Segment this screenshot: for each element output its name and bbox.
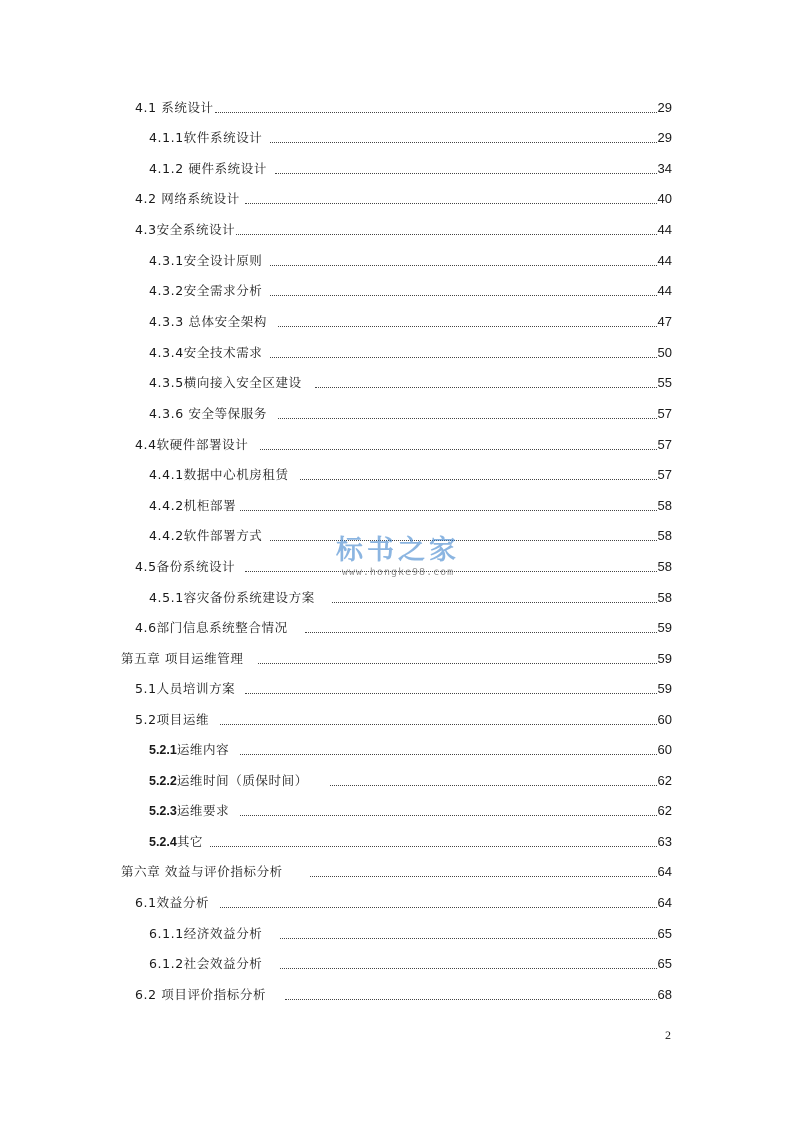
toc-entry[interactable] (0, 893, 793, 913)
toc-entry-page: 62 (657, 801, 672, 821)
page-number: 2 (665, 1028, 671, 1042)
toc-entry-number: 5.2.1 (149, 743, 177, 757)
toc-entry[interactable] (0, 312, 793, 332)
toc-entry-title: 5.1人员培训方案 (135, 679, 236, 699)
dot-leader (235, 215, 671, 235)
dot-leader (245, 674, 671, 694)
dot-leader (305, 613, 671, 633)
toc-entry-page: 40 (657, 189, 672, 209)
toc-entry-title (149, 801, 230, 821)
toc-entry[interactable] (0, 189, 793, 209)
dot-leader (240, 796, 671, 816)
toc-entry[interactable] (0, 771, 793, 791)
toc-entry-page: 60 (657, 740, 672, 760)
toc-entry[interactable] (0, 679, 793, 699)
toc-entry-page: 68 (657, 985, 672, 1005)
toc-entry[interactable] (0, 220, 793, 240)
toc-entry-title: 4.1.1软件系统设计 (149, 128, 263, 148)
toc-entry-page: 44 (657, 281, 672, 301)
toc-entry-title: 4.3安全系统设计 (135, 220, 236, 240)
toc-entry-title: 6.2 项目评价指标分析 (135, 985, 267, 1005)
toc-entry-page: 58 (657, 496, 672, 516)
toc-entry-page: 58 (657, 557, 672, 577)
toc-entry[interactable] (0, 128, 793, 148)
toc-entry-page: 50 (657, 343, 672, 363)
toc-entry-title: 6.1.1经济效益分析 (149, 924, 263, 944)
dot-leader (260, 430, 671, 450)
dot-leader (315, 368, 671, 388)
toc-entry[interactable] (0, 832, 793, 852)
toc-entry-page: 29 (657, 98, 672, 118)
watermark-url: www.hongke98.com (341, 567, 455, 578)
toc-entry-page: 57 (657, 435, 672, 455)
toc-entry-title: 6.1.2社会效益分析 (149, 954, 263, 974)
toc-entry-title: 4.4.2机柜部署 (149, 496, 237, 516)
toc-entry[interactable] (0, 710, 793, 730)
toc-entry-page: 59 (657, 649, 672, 669)
dot-leader (275, 154, 671, 174)
toc-entry[interactable] (0, 465, 793, 485)
watermark (318, 536, 478, 578)
toc-entry[interactable] (0, 924, 793, 944)
toc-entry-title: 5.2项目运维 (135, 710, 210, 730)
toc-entry[interactable] (0, 740, 793, 760)
dot-leader (280, 949, 671, 969)
toc-entry-page: 29 (657, 128, 672, 148)
toc-entry[interactable] (0, 404, 793, 424)
toc-entry-page: 65 (657, 924, 672, 944)
dot-leader (220, 888, 671, 908)
toc-entry-page: 62 (657, 771, 672, 791)
toc-entry[interactable] (0, 281, 793, 301)
dot-leader (330, 766, 671, 786)
dot-leader (258, 644, 671, 664)
toc-entry-page: 57 (657, 465, 672, 485)
toc-entry[interactable] (0, 159, 793, 179)
toc-entry-title: 4.4.2软件部署方式 (149, 526, 263, 546)
toc-entry-page: 60 (657, 710, 672, 730)
dot-leader (270, 338, 671, 358)
toc-entry-page: 59 (657, 679, 672, 699)
dot-leader (210, 827, 671, 847)
toc-entry-number: 5.2.4 (149, 835, 177, 849)
toc-entry-page: 44 (657, 251, 672, 271)
toc-entry[interactable] (0, 588, 793, 608)
toc-entry-page: 65 (657, 954, 672, 974)
toc-entry-label: 其它 (176, 834, 204, 849)
toc-entry-page: 57 (657, 404, 672, 424)
toc-entry-page: 47 (657, 312, 672, 332)
toc-entry-title: 4.4软硬件部署设计 (135, 435, 249, 455)
toc-entry[interactable] (0, 862, 793, 882)
dot-leader (270, 246, 671, 266)
toc-entry[interactable] (0, 373, 793, 393)
dot-leader (300, 460, 671, 480)
toc-entry-title: 第六章 效益与评价指标分析 (121, 862, 284, 882)
toc-entry[interactable] (0, 985, 793, 1005)
toc-entry-title: 4.5.1容灾备份系统建设方案 (149, 588, 316, 608)
dot-leader (278, 307, 671, 327)
toc-entry-title: 第五章 项目运维管理 (121, 649, 244, 669)
toc-entry-title: 4.5备份系统设计 (135, 557, 236, 577)
toc-entry-page: 34 (657, 159, 672, 179)
toc-entry-page: 55 (657, 373, 672, 393)
toc-entry-page: 63 (657, 832, 672, 852)
dot-leader (310, 857, 671, 877)
toc-entry-title: 4.3.2安全需求分析 (149, 281, 263, 301)
dot-leader (332, 583, 671, 603)
toc-entry-title: 4.3.3 总体安全架构 (149, 312, 268, 332)
toc-entry[interactable] (0, 435, 793, 455)
toc-entry[interactable] (0, 801, 793, 821)
toc-entry-page: 64 (657, 862, 672, 882)
toc-entry-label: 运维内容 (176, 742, 230, 757)
toc-entry-title: 4.4.1数据中心机房租赁 (149, 465, 290, 485)
toc-entry-title: 6.1效益分析 (135, 893, 210, 913)
toc-entry-number: 5.2.2 (149, 774, 177, 788)
toc-entry-title: 4.3.4安全技术需求 (149, 343, 263, 363)
toc-entry-title: 4.1 系统设计 (135, 98, 215, 118)
toc-entry-title: 4.3.1安全设计原则 (149, 251, 263, 271)
toc-entry-title (149, 771, 309, 791)
toc-entry[interactable] (0, 649, 793, 669)
toc-entry-title (149, 740, 230, 760)
toc-entry-page: 59 (657, 618, 672, 638)
watermark-logo: 标书之家 (336, 535, 460, 566)
dot-leader (270, 276, 671, 296)
dot-leader (220, 705, 671, 725)
toc-entry[interactable] (0, 251, 793, 271)
toc-entry-page: 64 (657, 893, 672, 913)
toc-entry[interactable] (0, 954, 793, 974)
dot-leader (280, 919, 671, 939)
toc-entry-title: 4.1.2 硬件系统设计 (149, 159, 268, 179)
toc-entry-page: 58 (657, 588, 672, 608)
toc-entry-title: 4.3.6 安全等保服务 (149, 404, 268, 424)
toc-entry-label: 运维时间（质保时间） (176, 773, 308, 788)
dot-leader (245, 184, 671, 204)
toc-entry-page: 44 (657, 220, 672, 240)
toc-entry[interactable] (0, 98, 793, 118)
toc-entry-title: 4.3.5横向接入安全区建设 (149, 373, 303, 393)
dot-leader (240, 491, 671, 511)
dot-leader (278, 399, 671, 419)
toc-entry[interactable] (0, 343, 793, 363)
dot-leader (240, 735, 671, 755)
toc-entry[interactable] (0, 496, 793, 516)
toc-entry-number: 5.2.3 (149, 804, 177, 818)
toc-entry-label: 运维要求 (176, 803, 230, 818)
toc-entry-title: 4.2 网络系统设计 (135, 189, 241, 209)
toc-entry-title (149, 832, 204, 852)
toc-entry-title: 4.6部门信息系统整合情况 (135, 618, 289, 638)
dot-leader (285, 980, 671, 1000)
toc-entry-page: 58 (657, 526, 672, 546)
toc-entry[interactable] (0, 618, 793, 638)
dot-leader (215, 93, 671, 113)
dot-leader (270, 123, 671, 143)
